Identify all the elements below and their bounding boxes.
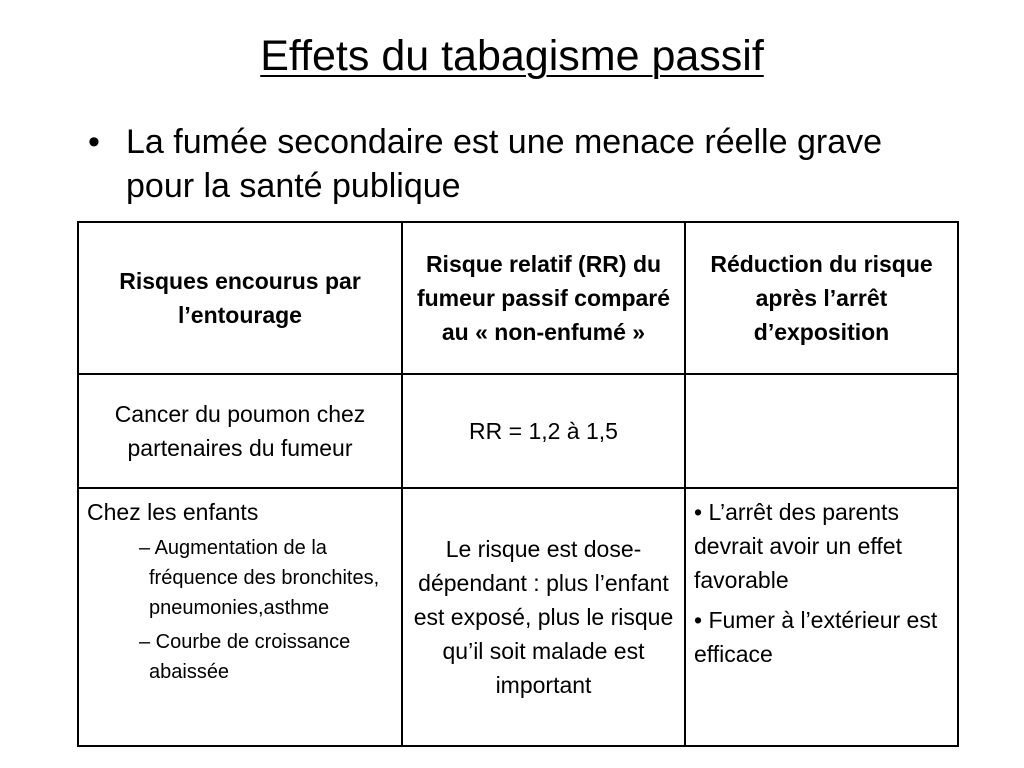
cell-dose-dependent: Le risque est dose-dépendant : plus l’enfant est exposé, plus le risque qu’il soit malade est important [402, 488, 685, 746]
header-relative-risk: Risque relatif (RR) du fumeur passif comparé au « non-enfumé » [402, 222, 685, 374]
bullet-marker: • [88, 123, 100, 161]
cell-empty [685, 374, 958, 488]
recommendation-item: • L’arrêt des parents devrait avoir un effet favorable [694, 499, 902, 593]
cell-children [78, 488, 402, 746]
header-risk-reduction: Réduction du risque après l’arrêt d’exposition [685, 222, 958, 374]
bullet-point [88, 120, 948, 208]
cell-recommendations [685, 488, 958, 746]
cell-rr-value: RR = 1,2 à 1,5 [402, 374, 685, 488]
bullet-text: La fumée secondaire est une menace réelle grave pour la santé publique [126, 123, 883, 205]
recommendation-item: • Fumer à l’extérieur est efficace [694, 607, 938, 667]
children-item: – Courbe de croissance abaissée [139, 631, 351, 683]
children-item: – Augmentation de la fréquence des bronchites, pneumonies,asthme [139, 537, 380, 619]
table-row [78, 374, 958, 488]
table-header-row [78, 222, 958, 374]
slide-title-text: Effets du tabagisme passif [260, 32, 764, 80]
children-heading: Chez les enfants [87, 499, 259, 525]
header-risks: Risques encourus par l’entourage [78, 222, 402, 374]
cell-lung-cancer: Cancer du poumon chez partenaires du fumeur [78, 374, 402, 488]
risk-table [77, 221, 959, 747]
table-row [78, 488, 958, 746]
slide-title [0, 26, 1024, 86]
